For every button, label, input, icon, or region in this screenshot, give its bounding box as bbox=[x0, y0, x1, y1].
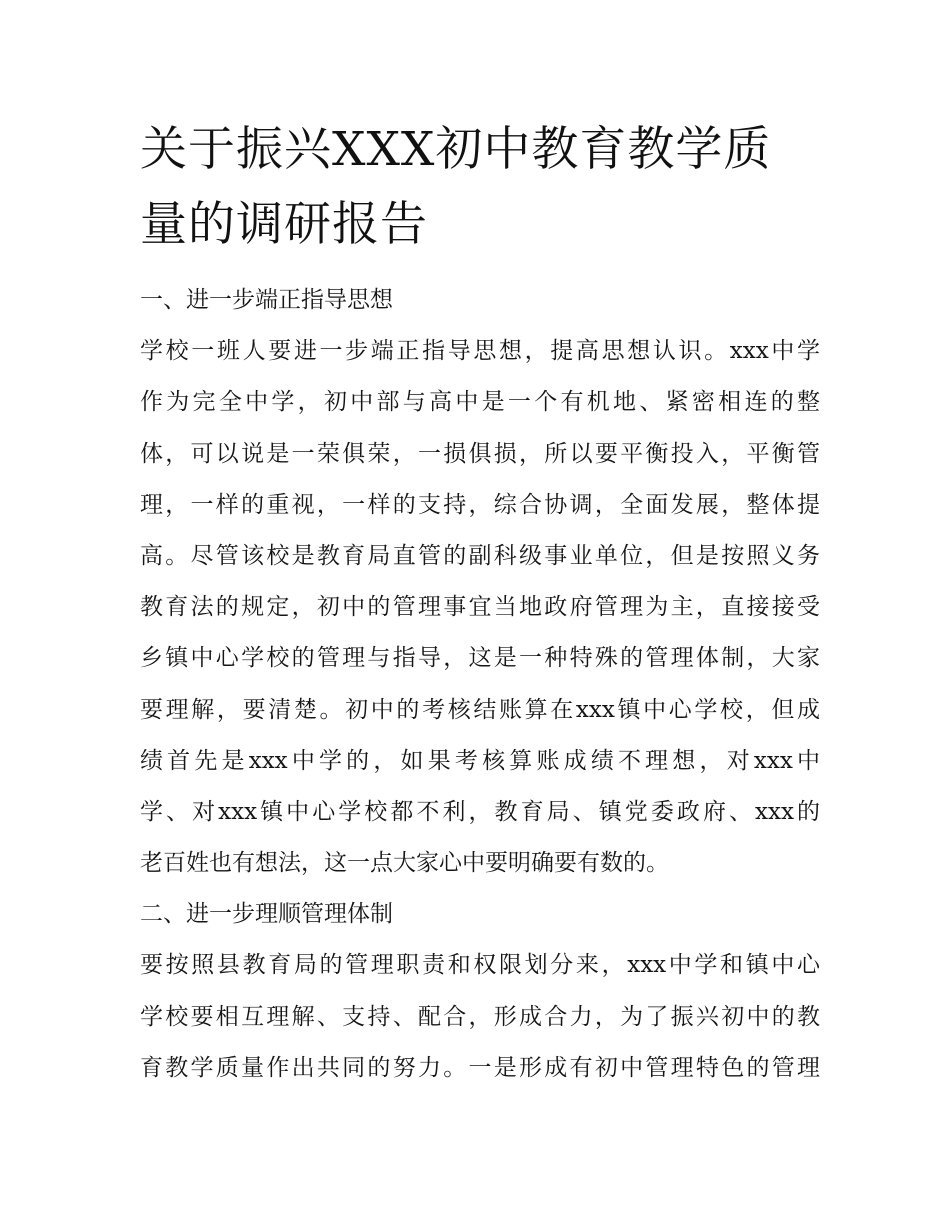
paragraph-line: 学校要相互理解、支持、配合，形成合力，为了振兴初中的教 bbox=[140, 1003, 820, 1030]
paragraph-line: 育教学质量作出共同的努力。一是形成有初中管理特色的管理 bbox=[140, 1054, 820, 1081]
section-heading-1: 一、进一步端正指导思想 bbox=[140, 287, 393, 313]
paragraph-line: 要理解，要清楚。初中的考核结账算在xxx镇中心学校，但成 bbox=[140, 696, 820, 723]
paragraph-line: 作为完全中学，初中部与高中是一个有机地、紧密相连的整 bbox=[140, 389, 820, 416]
title-line: 量的调研报告 bbox=[140, 197, 428, 252]
paragraph-line: 教育法的规定，初中的管理事宜当地政府管理为主，直接接受 bbox=[140, 594, 820, 621]
paragraph-line: 老百姓也有想法，这一点大家心中要明确要有数的。 bbox=[140, 850, 669, 877]
paragraph-line: 要按照县教育局的管理职责和权限划分来，xxx中学和镇中心 bbox=[140, 952, 820, 979]
paragraph-line: 高。尽管该校是教育局直管的副科级事业单位，但是按照义务 bbox=[140, 542, 820, 569]
paragraph-line: 学校一班人要进一步端正指导思想，提高思想认识。xxx中学 bbox=[140, 338, 820, 365]
paragraph-line: 绩首先是xxx中学的，如果考核算账成绩不理想，对xxx中 bbox=[140, 747, 820, 774]
paragraph-line: 乡镇中心学校的管理与指导，这是一种特殊的管理体制，大家 bbox=[140, 645, 820, 672]
paragraph-line: 学、对xxx镇中心学校都不利，教育局、镇党委政府、xxx的 bbox=[140, 798, 820, 825]
section-heading-2: 二、进一步理顺管理体制 bbox=[140, 901, 393, 928]
title-line: 关于振兴XXX初中教育教学质 bbox=[140, 122, 772, 177]
paragraph-line: 体，可以说是一荣俱荣，一损俱损，所以要平衡投入，平衡管 bbox=[140, 440, 820, 467]
document-title bbox=[140, 112, 830, 262]
document-body bbox=[140, 282, 820, 1101]
paragraph-line: 理，一样的重视，一样的支持，综合协调，全面发展，整体提 bbox=[140, 491, 820, 518]
